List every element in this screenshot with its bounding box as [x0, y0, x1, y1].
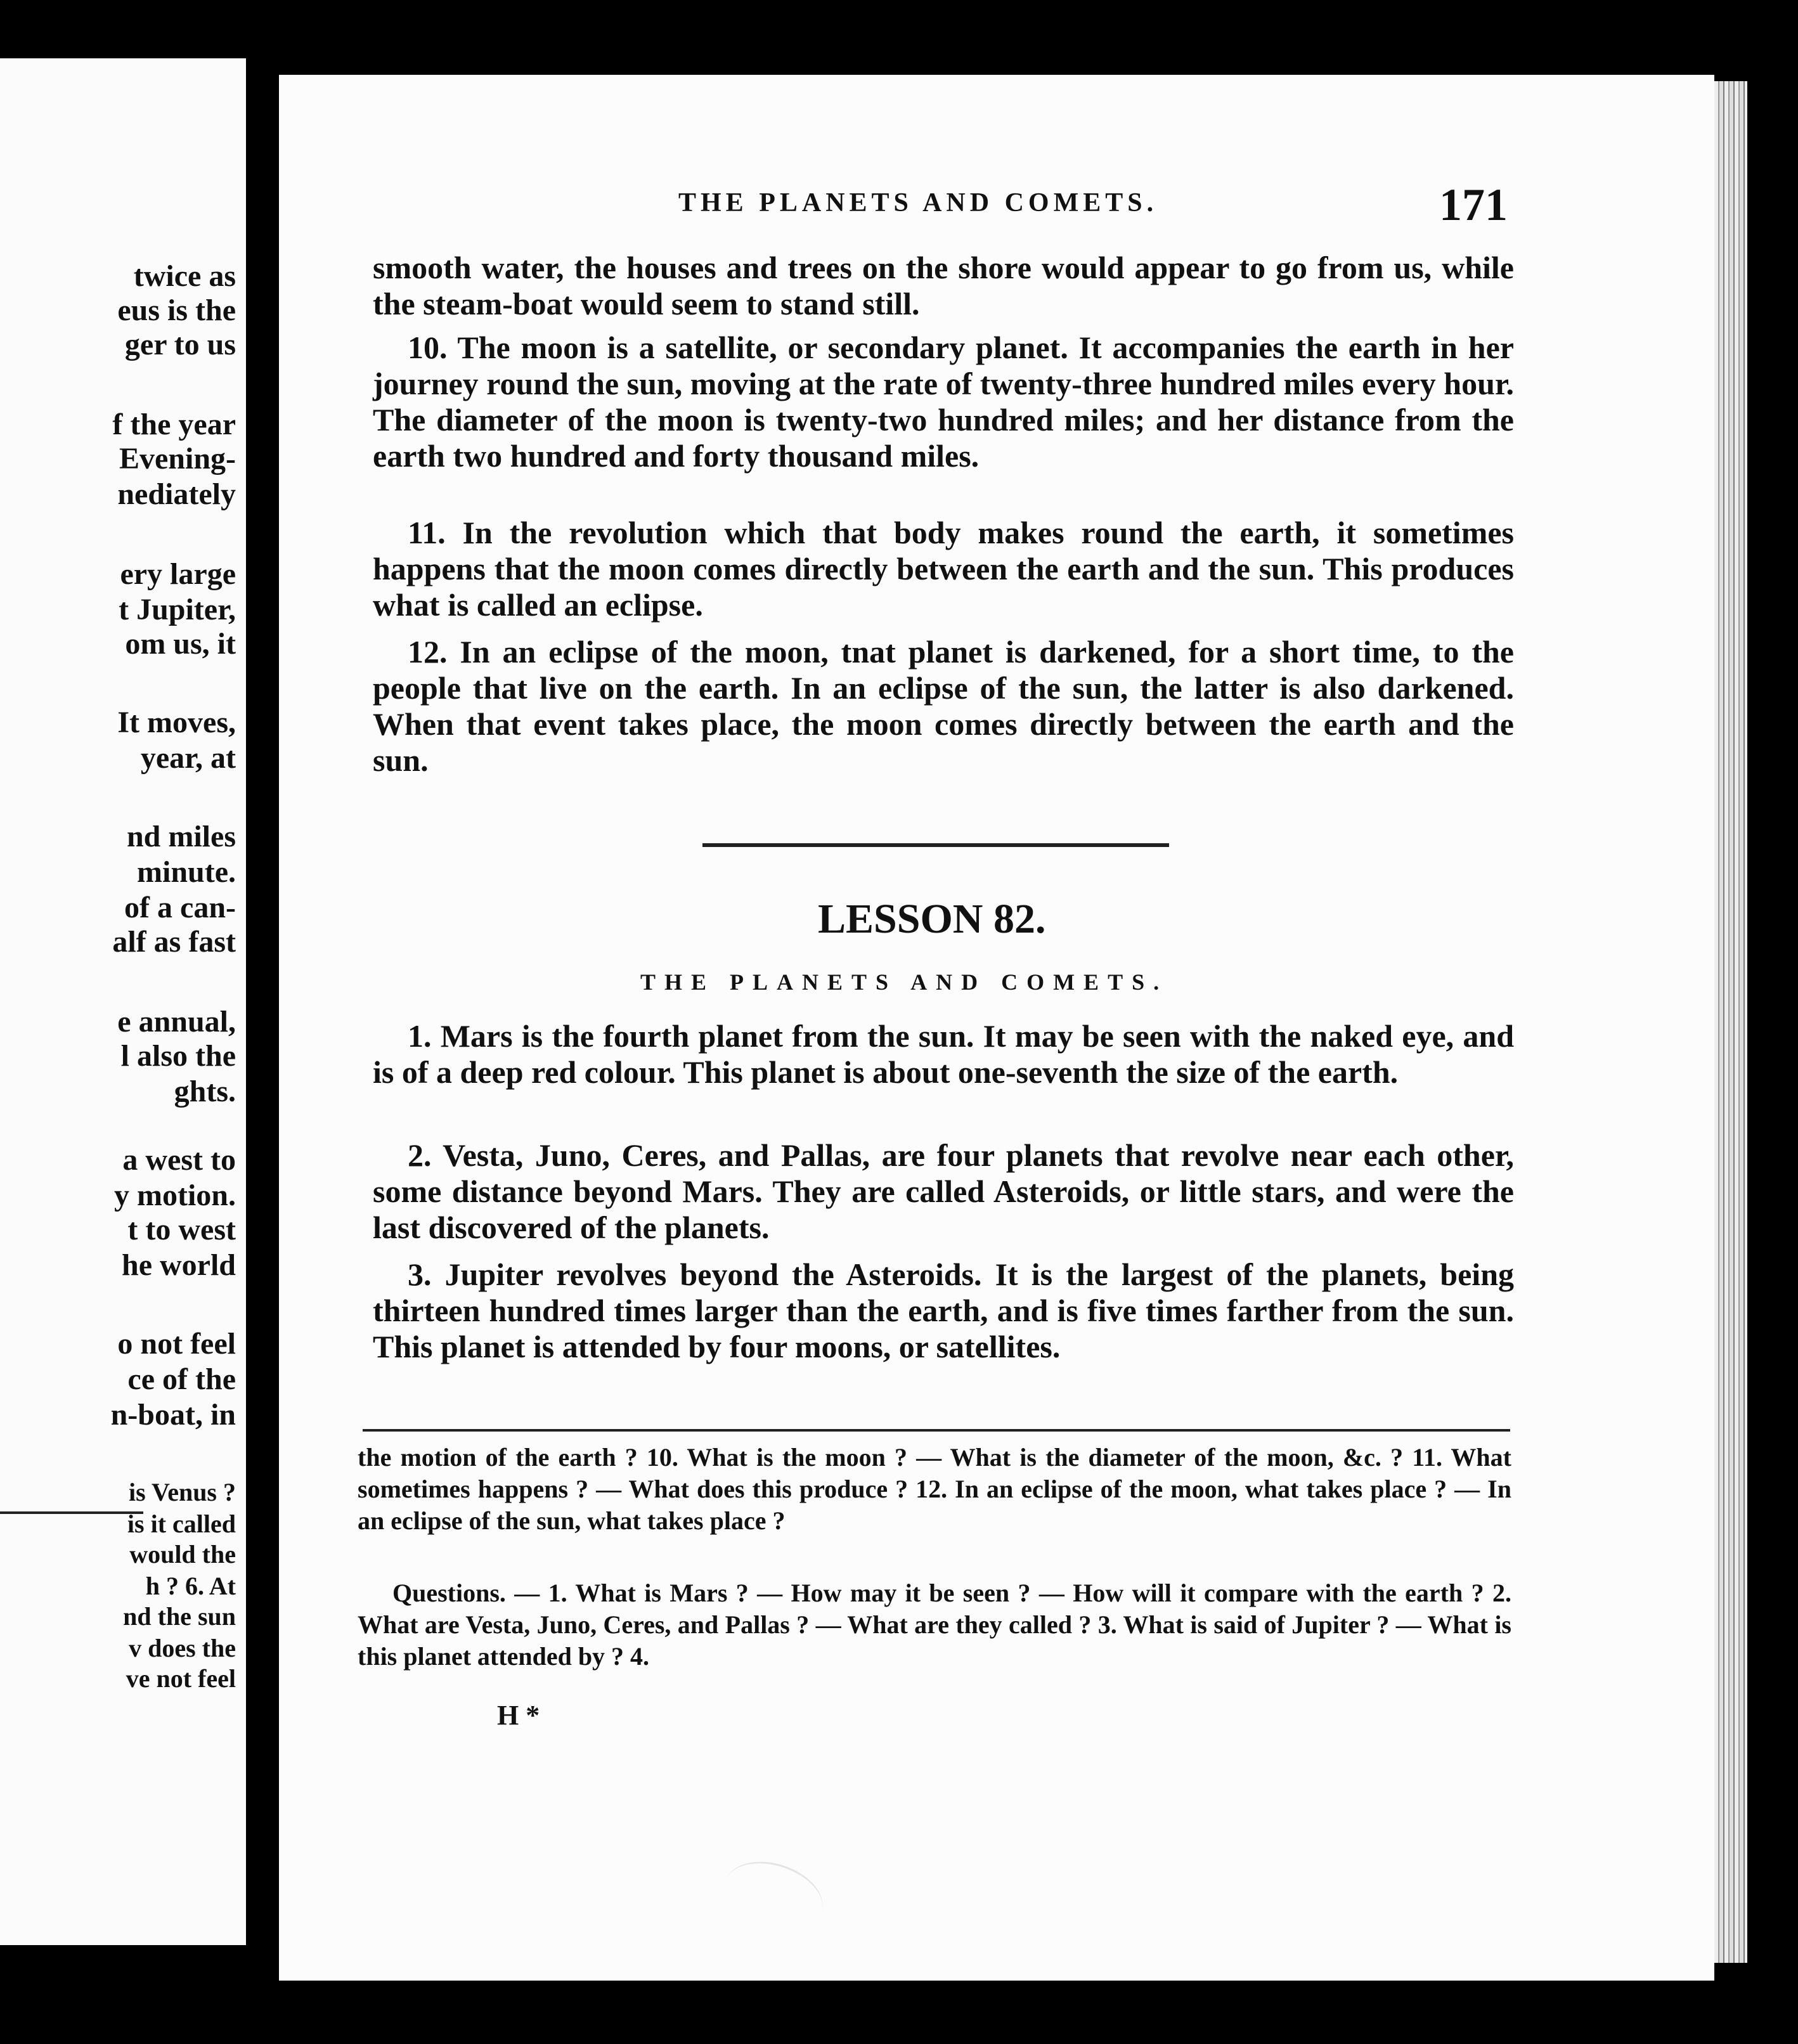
left-text-line: year, at — [140, 741, 236, 775]
section-divider — [702, 843, 1169, 847]
left-question-line: v does the — [129, 1634, 236, 1662]
book-gutter — [246, 0, 279, 2044]
left-question-line: is it called — [127, 1510, 236, 1538]
left-text-line: he world — [122, 1248, 236, 1282]
running-head: THE PLANETS AND COMETS. — [678, 188, 1158, 217]
left-text-line: eus is the — [117, 294, 236, 327]
left-text-line: minute. — [137, 855, 236, 889]
left-text-line: f the year — [112, 408, 236, 441]
left-text-line: alf as fast — [112, 925, 236, 959]
left-question-line: would the — [129, 1540, 236, 1569]
left-text-line: n-boat, in — [110, 1398, 236, 1432]
left-question-line: nd the sun — [123, 1602, 236, 1631]
left-text-line: e annual, — [117, 1005, 236, 1038]
left-text-line: ery large — [120, 557, 236, 591]
page-number: 171 — [1439, 179, 1508, 230]
left-footnote-rule — [0, 1511, 143, 1514]
paragraph-12: 12. In an eclipse of the moon, tnat planet is darkened, for a short time, to the people that live on the earth. In an eclipse of the sun, the latter is also darkened. When that event takes place, the moon comes directly between the earth and the sun. — [373, 634, 1514, 778]
left-text-line: l also the — [120, 1039, 236, 1073]
left-text-line: of a can- — [124, 891, 236, 924]
questions-rule — [363, 1429, 1510, 1432]
left-text-line: t Jupiter, — [119, 593, 236, 626]
lesson-title: LESSON 82. — [818, 896, 1046, 942]
left-text-line: a west to — [122, 1143, 236, 1177]
left-text-line: nd miles — [126, 820, 236, 853]
paragraph-continued: smooth water, the houses and trees on the shore would appear to go from us, while the steam-boat would seem to stand still. — [373, 250, 1514, 321]
left-text-line: om us, it — [125, 627, 236, 661]
paragraph-10: 10. The moon is a satellite, or secondary planet. It accompanies the earth in her journey round the sun, moving at the rate of twenty-three hundred miles every hour. The diameter of the moon is twenty-two hundred miles; and her distance from the earth two hundred and forty thousand miles. — [373, 330, 1514, 474]
left-text-line: Evening- — [119, 442, 236, 475]
left-page — [0, 58, 246, 1945]
left-text-line: nediately — [117, 477, 236, 511]
left-text-line: y motion. — [114, 1179, 236, 1212]
left-text-line: ger to us — [124, 328, 236, 361]
left-text-line: ghts. — [174, 1075, 236, 1108]
questions-previous: the motion of the earth ? 10. What is the moon ? — What is the diameter of the moon, &c. ? 11. What sometimes happens ? — What does this produce ? 12. In an eclipse of the moon, what takes place ? — In an eclipse of the sun, what takes place ? — [358, 1443, 1511, 1535]
page-edges — [1714, 81, 1747, 1963]
left-text-line: t to west — [127, 1213, 236, 1246]
left-question-line: ve not feel — [126, 1664, 236, 1693]
lesson-paragraph-3: 3. Jupiter revolves beyond the Asteroids. It is the largest of the planets, being thirteen hundred times larger than the earth, and is five times farther from the sun. This planet is attended by four moons, or satellites. — [373, 1257, 1514, 1364]
left-text-line: twice as — [133, 259, 236, 293]
paragraph-11: 11. In the revolution which that body makes round the earth, it sometimes happens that the moon comes directly between the earth and the sun. This produces what is called an eclipse. — [373, 515, 1514, 623]
left-question-line: h ? 6. At — [145, 1572, 236, 1600]
lesson-subtitle: THE PLANETS AND COMETS. — [640, 969, 1168, 995]
signature-mark: H * — [497, 1700, 540, 1731]
questions-lesson-82: Questions. — 1. What is Mars ? — How may it be seen ? — How will it compare with the earth ? 2. What are Vesta, Juno, Ceres, and Pallas ? — What are they called ? 3. What is said of Jupiter ? — What is this planet attended by ? 4. — [358, 1579, 1511, 1671]
left-text-line: ce of the — [127, 1362, 236, 1396]
left-question-line: is Venus ? — [129, 1478, 236, 1506]
lesson-paragraph-2: 2. Vesta, Juno, Ceres, and Pallas, are four planets that revolve near each other, some distance beyond Mars. They are called Asteroids, or little stars, and were the last discovered of the planets. — [373, 1137, 1514, 1245]
left-text-line: It moves, — [117, 706, 236, 739]
lesson-paragraph-1: 1. Mars is the fourth planet from the sun. It may be seen with the naked eye, and is of a deep red colour. This planet is about one-seventh the size of the earth. — [373, 1018, 1514, 1090]
left-text-line: o not feel — [117, 1327, 236, 1361]
